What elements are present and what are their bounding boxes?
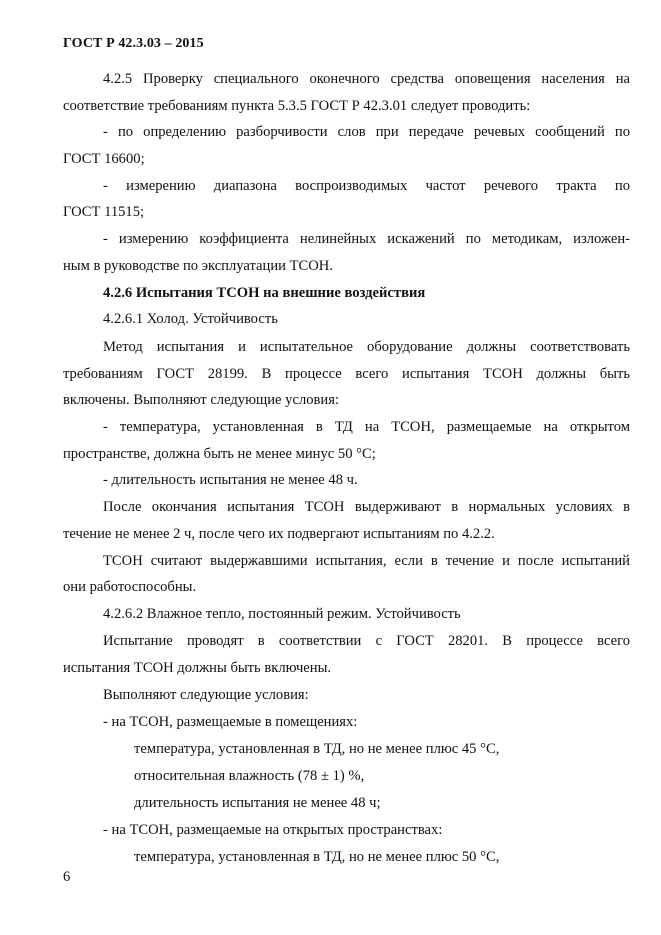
document-header: ГОСТ Р 42.3.03 – 2015 [63,36,204,51]
text-line: ГОСТ 16600; [63,151,145,167]
text-line: - на ТСОН, размещаемые в помещениях: [103,714,358,730]
text-line: ГОСТ 11515; [63,204,145,220]
text-line: Метод испытания и испытательное оборудование должны соответствовать [103,339,630,355]
text-line: течение не менее 2 ч, после чего их подвергают испытаниям по 4.2.2. [63,526,495,542]
text-line: Испытание проводят в соответствии с ГОСТ 28201. В процессе всего [103,633,630,649]
text-line: - по определению разборчивости слов при передаче речевых сообщений по [103,124,630,140]
text-line: соответствие требованиям пункта 5.3.5 ГОСТ Р 42.3.01 следует проводить: [63,98,531,114]
text-line: - длительность испытания не менее 48 ч. [103,472,358,488]
text-line: - измерению коэффициента нелинейных искажений по методикам, изложен- [103,231,630,247]
text-line: они работоспособны. [63,579,197,595]
text-line: - температура, установленная в ТД на ТСОН, размещаемые на открытом [103,419,630,435]
text-line: температура, установленная в ТД, но не менее плюс 45 °С, [134,741,500,757]
subsection-heading: 4.2.6.2 Влажное тепло, постоянный режим. Устойчивость [103,606,461,622]
text-line: включены. Выполняют следующие условия: [63,392,339,408]
text-line: Выполняют следующие условия: [103,687,309,703]
text-line: 4.2.5 Проверку специального оконечного средства оповещения населения на [103,71,630,87]
text-line: - измерению диапазона воспроизводимых частот речевого тракта по [103,178,630,194]
text-line: После окончания испытания ТСОН выдерживают в нормальных условиях в [103,499,630,515]
text-line: ТСОН считают выдержавшими испытания, если в течение и после испытаний [103,553,630,569]
text-line: требованиям ГОСТ 28199. В процессе всего испытания ТСОН должны быть [63,366,630,382]
text-line: температура, установленная в ТД, но не менее плюс 50 °С, [134,849,500,865]
text-line: относительная влажность (78 ± 1) %, [134,768,365,784]
subsection-heading: 4.2.6.1 Холод. Устойчивость [103,311,278,327]
text-line: длительность испытания не менее 48 ч; [134,795,381,811]
text-line: пространстве, должна быть не менее минус 50 °С; [63,446,376,462]
text-line: ным в руководстве по эксплуатации ТСОН. [63,258,333,274]
section-heading: 4.2.6 Испытания ТСОН на внешние воздействия [103,285,426,301]
page-number: 6 [63,869,71,885]
text-line: - на ТСОН, размещаемые на открытых пространствах: [103,822,443,838]
text-line: испытания ТСОН должны быть включены. [63,660,332,676]
